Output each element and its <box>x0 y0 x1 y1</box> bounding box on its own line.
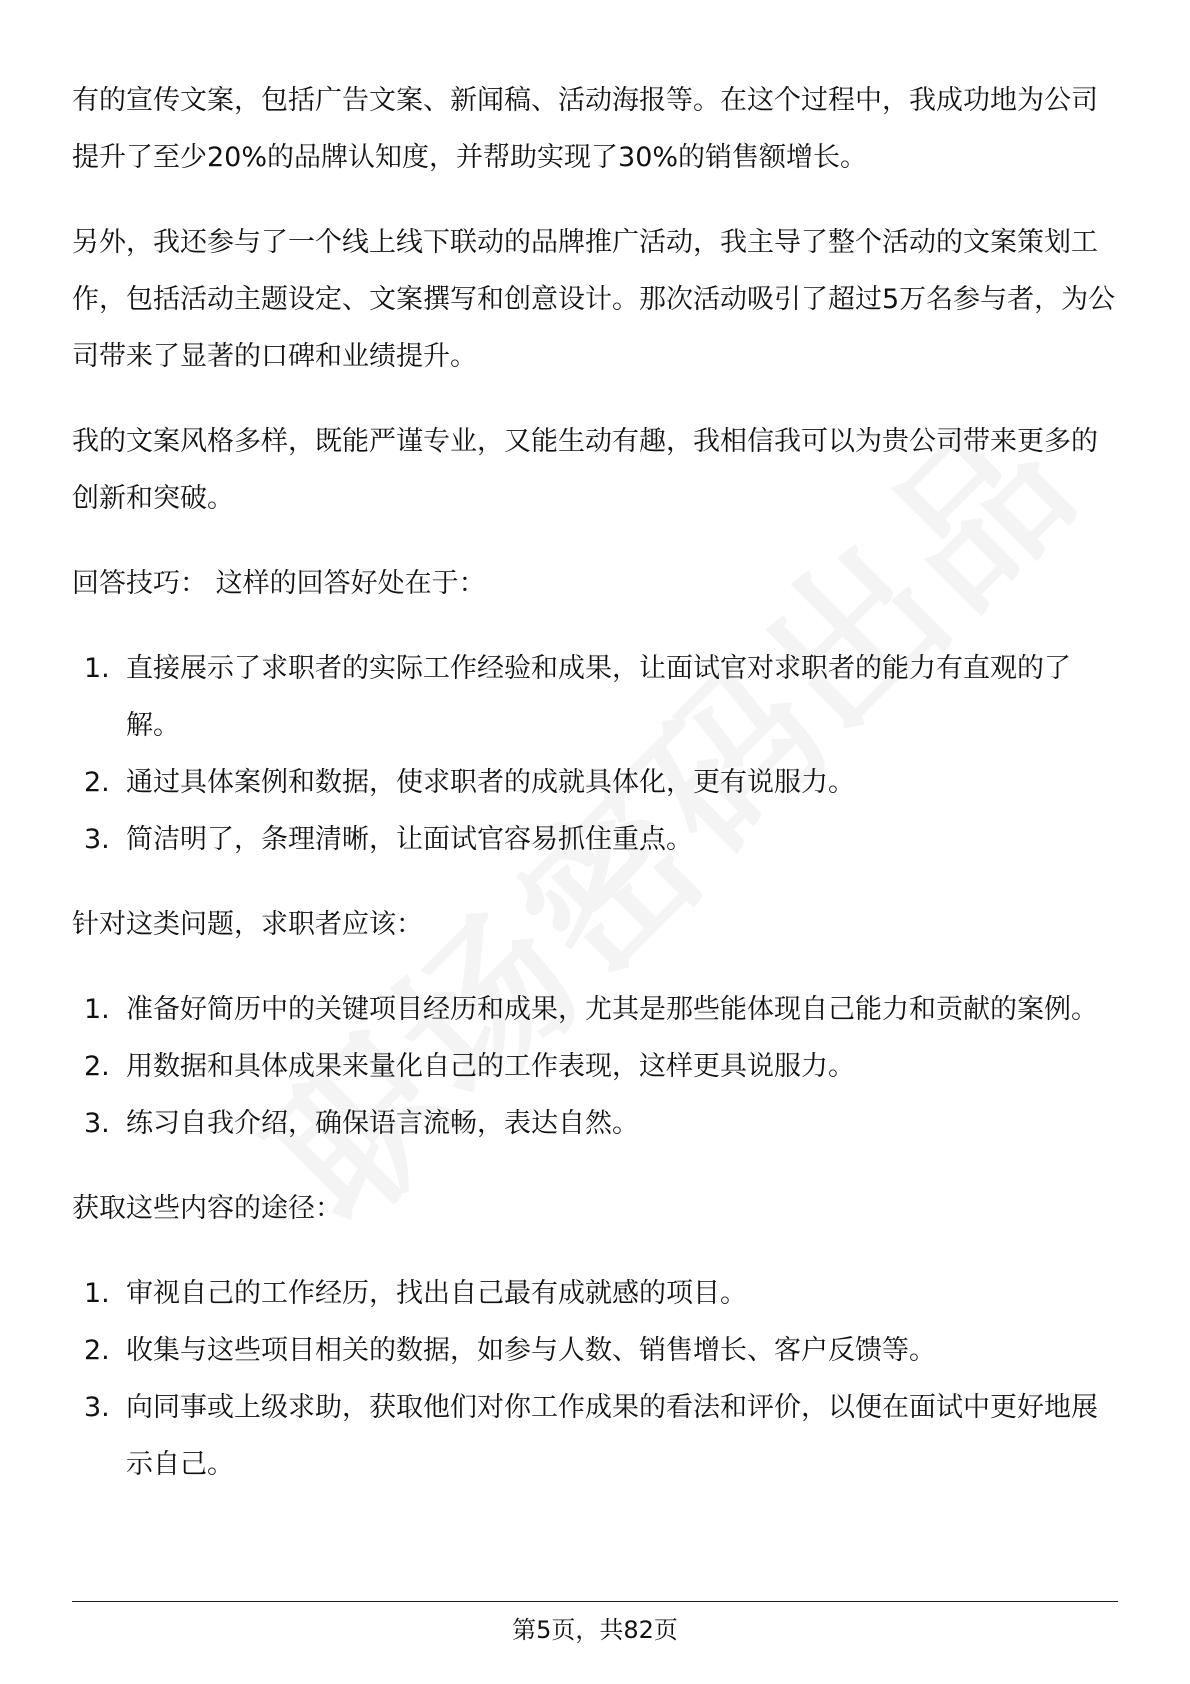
list-text: 简洁明了，条理清晰，让面试官容易抓住重点。 <box>126 824 693 855</box>
list-item <box>72 1038 1118 1095</box>
footer-divider <box>72 1601 1118 1602</box>
list-item <box>72 754 1118 811</box>
list-number: 2. <box>84 767 110 798</box>
list-text: 用数据和具体成果来量化自己的工作表现，这样更具说服力。 <box>126 1051 855 1082</box>
list-item <box>72 1265 1118 1322</box>
list-number: 1. <box>84 653 110 684</box>
list-item <box>72 1379 1118 1493</box>
list-item <box>72 640 1118 754</box>
list-text: 审视自己的工作经历，找出自己最有成就感的项目。 <box>126 1278 747 1309</box>
sources-list <box>72 1265 1118 1493</box>
list-number: 2. <box>84 1335 110 1366</box>
list-number: 3. <box>84 824 110 855</box>
list-item <box>72 811 1118 868</box>
list-text: 练习自我介绍，确保语言流畅，表达自然。 <box>126 1108 639 1139</box>
advice-list <box>72 981 1118 1152</box>
list-number: 3. <box>84 1392 110 1423</box>
list-item <box>72 1095 1118 1152</box>
paragraph-2: 另外，我还参与了一个线上线下联动的品牌推广活动，我主导了整个活动的文案策划工作，包括活动主题设定、文案撰写和创意设计。那次活动吸引了超过5万名参与者，为公司带来了显著的口碑和业绩提升。 <box>72 227 1116 372</box>
paragraph-1: 有的宣传文案，包括广告文案、新闻稿、活动海报等。在这个过程中，我成功地为公司提升了至少20%的品牌认知度，并帮助实现了30%的销售额增长。 <box>72 85 1098 173</box>
tips-heading: 回答技巧： 这样的回答好处在于： <box>72 568 486 599</box>
list-item <box>72 1322 1118 1379</box>
list-text: 准备好简历中的关键项目经历和成果，尤其是那些能体现自己能力和贡献的案例。 <box>126 994 1098 1025</box>
sources-heading: 获取这些内容的途径： <box>72 1193 342 1224</box>
list-text: 通过具体案例和数据，使求职者的成就具体化，更有说服力。 <box>126 767 855 798</box>
list-number: 1. <box>84 994 110 1025</box>
advice-heading: 针对这类问题，求职者应该： <box>72 909 423 940</box>
list-item <box>72 981 1118 1038</box>
list-number: 2. <box>84 1051 110 1082</box>
list-text: 收集与这些项目相关的数据，如参与人数、销售增长、客户反馈等。 <box>126 1335 936 1366</box>
document-body <box>72 72 1118 1521</box>
page-number: 第5页，共82页 <box>512 1616 678 1644</box>
paragraph-3: 我的文案风格多样，既能严谨专业，又能生动有趣，我相信我可以为贵公司带来更多的创新和突破。 <box>72 426 1098 514</box>
list-number: 1. <box>84 1278 110 1309</box>
list-number: 3. <box>84 1108 110 1139</box>
list-text: 直接展示了求职者的实际工作经验和成果，让面试官对求职者的能力有直观的了解。 <box>126 653 1071 741</box>
list-text: 向同事或上级求助，获取他们对你工作成果的看法和评价，以便在面试中更好地展示自己。 <box>126 1392 1098 1480</box>
tips-list <box>72 640 1118 868</box>
